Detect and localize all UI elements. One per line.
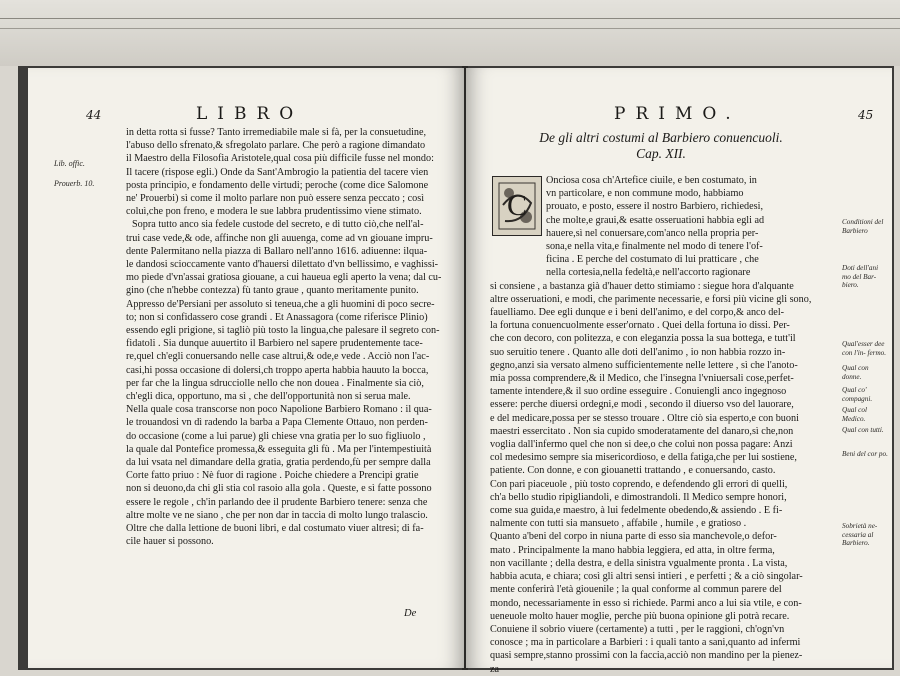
- margin-note: Qual col Medico.: [842, 406, 867, 423]
- text-line: patiente. Con donne, e con giouanetti trattando , e conuersando, casto.: [490, 465, 776, 477]
- text-line: fidatoli . Sia dunque auuertito il Barbiero nel sapere prudentemente tace-: [126, 338, 423, 350]
- text-line: ueneuole molto hauer moglie, perche più buona opinione gli potrà recare.: [490, 610, 790, 622]
- text-line: Onciosa cosa ch'Artefice ciuile, e ben costumato, in: [546, 175, 757, 186]
- page-number: 44: [86, 108, 102, 122]
- text-line: maestri essercitato . Non sia cupido smoderatamente del danaro,sì che,non: [490, 425, 794, 437]
- right-page: [466, 68, 892, 675]
- text-line: non vacillante ; della destra, e della sinistra vgualmente pronta . La vista,: [490, 557, 788, 569]
- text-line: ficina . E perche del costumato di lui pratticare , che: [546, 254, 759, 266]
- scanner-edge-line: [0, 28, 900, 29]
- text-line: za: [490, 663, 500, 675]
- text-line: cile hauer si possono.: [126, 536, 214, 548]
- text-line: la quale dal Pontefice promessa,& esseguita gli fù . Ma per l'intempestiuità: [126, 443, 432, 455]
- book-spread: [18, 66, 894, 675]
- text-line: prouato, e posto, essere il nostro Barbiero, richiedesi,: [546, 201, 763, 213]
- text-line: per far che la lingua sdrucciolle nello che non doueа . Finalmente sia ciò,: [126, 377, 424, 389]
- text-line: sona,e nella vita,e finalmente nel modo di tenere l'of-: [546, 241, 763, 253]
- text-line: do occasione (come a lui parue) gli chiese vna gratia per lo suo figliuolo ,: [126, 430, 426, 442]
- chapter-title: De gli altri costumi al Barbiero conuencuoli.: [539, 130, 783, 145]
- text-line: mente conferirà l'età giouenile ; la qual conforme al commun parere del: [490, 584, 782, 596]
- margin-note: Conditioni del Barbiero: [842, 218, 884, 235]
- text-line: Conuiene il sobrio viuere (certamente) a tutti , per le raggioni, ch'ogn'vn: [490, 623, 785, 635]
- text-line: mo piede d'vn'assai gratiosa giouane, a cui haueua egli aperto la vena; dal cu-: [126, 272, 442, 284]
- text-line: tamente intendere,& il suo ordine esseguire . Conuiengli anco ingegnoso: [490, 386, 787, 398]
- scanner-edge-line: [0, 18, 900, 19]
- text-line: le dandosi scioccamente vanto d'hauersi dilettato d'vn bellissimo, e vaghissi-: [126, 259, 439, 271]
- chapter-number: Cap. XII.: [636, 146, 686, 161]
- text-line: altre molte ve ne siano , che per non dar in taccia di molto lungo tralascio.: [126, 509, 428, 521]
- margin-note: Doti dell'ani mo del Bar- biero.: [842, 264, 879, 290]
- margin-note: Prouerb. 10.: [54, 179, 95, 188]
- text-line: hauere,sì nel conuersare,com'anco nella propria per-: [546, 227, 759, 239]
- text-line: suo seruitio tenere . Quanto alle doti dell'animo , io non habbia rozzo in-: [490, 346, 786, 358]
- margin-note: Lib. offic.: [54, 159, 85, 168]
- initial-letter: C: [506, 189, 528, 222]
- text-line: Il tacere (rispose egli.) Onde da Sant'Ambrogio la patientia del tacere vien: [126, 166, 429, 178]
- text-line: essendo egli prigione, si tagliò più tosto la lingua,che palesare il segreto con-: [126, 325, 440, 337]
- text-line: coluì,che pon freno, e modera le sue labbra prudentissimo viene stimato.: [126, 206, 422, 218]
- text-line: Nella quale cosa transcorse non poco Napolione Barbiero Romano : il qua-: [126, 404, 432, 416]
- text-line: quasi sempre,stanno prossimi con la faccia,acciò non mandino per la pienez-: [490, 650, 803, 662]
- text-line: altre osseruationi, e modi, che parimente necessarie, e forsi più vicine gli sono,: [490, 293, 812, 305]
- margin-note: Qual'esser dee con l'in- fermo.: [842, 340, 887, 357]
- text-line: conosce ; ma in particolare a Barbieri : i quali tanto a sani,quanto ad infermi: [490, 637, 801, 649]
- text-line: Con pari piaceuole , più tosto coprendo, e defendendo gli errori di quelli,: [490, 478, 788, 490]
- text-line: non si deuono,da chi gli stia col rasoio alla gola . Queste, e sì fatte possono: [126, 483, 432, 495]
- margin-note: Qual con tutti.: [842, 426, 884, 434]
- margin-note: Beni del cor po.: [842, 450, 888, 458]
- text-line: il Maestro della Filosofia Aristotele,qual cosa più difficile fusse nel mondo:: [126, 153, 434, 165]
- text-line: si consiene , a bastanza già d'hauer detto stimiamo : siegue hora d'alquante: [490, 280, 794, 292]
- text-line: trui case vede,& ode, affinche non gli auuenga, come ad vn giouane impru-: [126, 232, 433, 244]
- text-line: habbia acuta, e chiara; così gli altri sensi intieri , e perfetti ; & a ciò singolar-: [490, 571, 803, 583]
- catchword: De: [404, 608, 417, 619]
- text-line: l'abuso dello sfrenato,& sfregolato parlare. Che però a ragione dimandato: [126, 140, 426, 152]
- text-line: Corte fatto priuo : Nè fuor di ragione . Poiche chiedere a Prencipi gratie: [126, 470, 419, 482]
- page-number: 45: [858, 108, 874, 122]
- text-line: da lui vsata nel dimandare della gratia, gratia perdendo,fù per sempre dalla: [126, 457, 431, 469]
- text-line: gegno,anzi sia versato almeno sufficientemente nelle lettere , sì che l'anoto-: [490, 359, 798, 371]
- text-line: posta principio, e fondamento delle virtudi; peroche (come dice Salomone: [126, 179, 429, 191]
- text-line: come sua guida,e maestro, à lui fedelmente obedendo,& assiendo . E fi-: [490, 505, 783, 517]
- text-line: dente Palermitano nella piazza di Ballaro nell'anno 1616. adiuenne: ilqua-: [126, 245, 428, 257]
- text-line: Oltre che dalla lettione de buoni libri, e dal costumato viuer altresì; di fa-: [126, 523, 424, 535]
- text-line: Quanto a'beni del corpo in niuna parte di esso sia manchevole,o defor-: [490, 531, 777, 543]
- left-page: [28, 68, 464, 668]
- left-body-text: [126, 126, 448, 549]
- margin-note: Sobrietà ne- cessaria al Barbiero.: [842, 522, 878, 548]
- text-line: in detta rotta si fusse? Tanto irremediabile male si fà, per la consuetudine,: [126, 127, 427, 138]
- text-line: mia possa comprendere,& il Medico, che l'insegna l'vniuersali cose,perfet-: [490, 373, 794, 385]
- text-line: voglia dall'infermo quel che non si dee,o che coluì non possa pagare: Anzi: [490, 439, 793, 451]
- text-line: le trouandosi vn dì radendo la barba a Papa Clemente Ottauo, non perden-: [126, 417, 428, 429]
- margin-note: Qual co' compagni.: [842, 386, 873, 403]
- text-line: nella cortesia,nella fedeltà,e nell'accorto ragionare: [546, 267, 751, 279]
- text-line: casi,hi possa occasione di dolersi,ch troppo aperta habbia hauuto la bocca,: [126, 364, 429, 376]
- text-line: essere: perche diuersi ordegni,e modi , secondo il diuerso vso del lauorare,: [490, 399, 794, 411]
- right-body-text: [490, 174, 836, 676]
- text-line: to; non si confidassero cose grandi . Et Anassagora (come riferisce Plinio): [126, 311, 428, 323]
- margin-note: Qual con donne.: [842, 364, 869, 381]
- text-line: che molte,e graui,& esatte osseruationi habbia egli ad: [546, 214, 765, 226]
- text-line: mondo, necessariamente in esso si richiede. Parmi anco a lui sia vtile, e con-: [490, 597, 802, 609]
- text-line: vn particolare, e non commune modo, habbiamo: [546, 188, 744, 200]
- text-line: gino (che n'hebbe contezza) fù tanto graue , quanto meritamente punito.: [126, 285, 419, 297]
- text-line: e del medicare,possa per se stesso trouare . Oltre ciò sia esperto,e con buoni: [490, 412, 799, 424]
- text-line: nalmente con tutti sia mansueto , affabile , humile , e gratioso .: [490, 518, 747, 530]
- text-line: la fortuna conuencuolmente esser'ornato . Quei della fortuna io dissi. Per-: [490, 320, 790, 332]
- text-line: re,quel ch'egli conuersando nelle case altrui,& ode,e vede . Acciò non l'ac-: [126, 351, 430, 363]
- text-line: essere le regole , ch'in parlando dee il prudente Barbiero tenere: senza che: [126, 496, 428, 508]
- scanner-background: [0, 0, 900, 66]
- text-line: Sopra tutto anco sia fedele custode del secreto, e di tutto ciò,che nell'al-: [132, 219, 424, 231]
- text-line: ch'a bello studio ripigliandoli, e dimostrandoli. Il Medico sempre honori,: [490, 491, 787, 503]
- text-line: ch'egli dica, opportuno, ma sì , che dell'opportunità non si serua male.: [126, 391, 411, 403]
- text-line: mato . Principalmente la mano habbia leggiera, ed atta, in oltre ferma,: [490, 544, 775, 556]
- text-line: col medesimo sempre sia misericordioso, e della fatiga,che per lui sostiene,: [490, 452, 797, 464]
- text-line: ne' Prouerbi) sì come il molto parlare non può essere senza peccato ; così: [126, 193, 425, 205]
- text-line: fauelliamo. Dee egli dunque e i beni dell'animo, e del corpo,& anco del-: [490, 307, 785, 319]
- text-line: che con decoro, con politezza, e con eleganzia possa la sua bottega, e tutt'il: [490, 333, 796, 345]
- text-line: Appresso de'Persiani per assoluto si teneua,che a gli huomini di poco secre-: [126, 298, 435, 310]
- running-head: LIBRO: [196, 104, 304, 124]
- running-head: PRIMO.: [614, 104, 741, 124]
